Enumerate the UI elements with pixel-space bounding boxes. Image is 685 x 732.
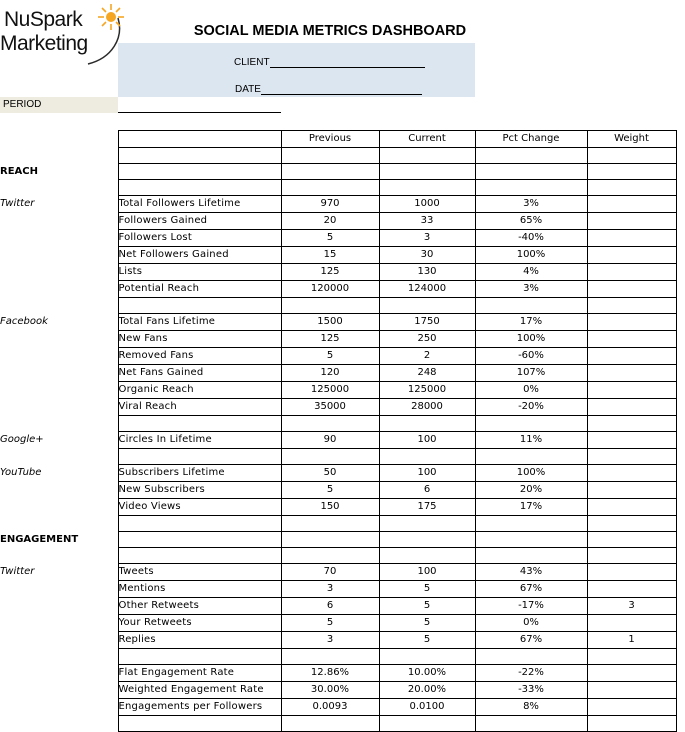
platform-label[interactable] [0, 382, 118, 399]
weight-value[interactable] [587, 281, 676, 298]
table-cell[interactable] [587, 180, 676, 196]
table-row [0, 682, 676, 699]
client-field[interactable] [234, 56, 425, 68]
table-row [0, 432, 676, 449]
spacer-row [0, 548, 676, 564]
metric-label[interactable]: Tweets [118, 564, 281, 581]
platform-label[interactable] [0, 247, 118, 264]
section-label[interactable]: REACH [0, 165, 38, 177]
table-cell[interactable] [475, 416, 587, 432]
weight-value[interactable] [587, 331, 676, 348]
spacer-row [0, 516, 676, 532]
column-header[interactable]: Weight [587, 131, 676, 148]
table-row [0, 598, 676, 615]
metrics-table [0, 130, 677, 732]
table-cell[interactable] [281, 548, 379, 564]
table-row [0, 564, 676, 581]
platform-label[interactable] [0, 598, 118, 615]
metric-label[interactable]: New Subscribers [118, 482, 281, 499]
table-cell[interactable] [0, 516, 118, 532]
previous-value[interactable]: 1500 [281, 314, 379, 331]
weight-value[interactable] [587, 196, 676, 213]
table-cell[interactable] [475, 449, 587, 465]
table-cell[interactable] [281, 416, 379, 432]
table-cell[interactable] [281, 532, 379, 548]
table-row [0, 581, 676, 598]
pct-change-value[interactable]: 17% [475, 314, 587, 331]
pct-change-value[interactable]: 8% [475, 699, 587, 716]
page-title: SOCIAL MEDIA METRICS DASHBOARD [193, 23, 467, 39]
weight-value[interactable] [587, 314, 676, 331]
table-cell[interactable] [281, 180, 379, 196]
column-header[interactable]: Pct Change [475, 131, 587, 148]
weight-value[interactable] [587, 348, 676, 365]
table-cell[interactable] [475, 148, 587, 164]
table-cell[interactable] [0, 716, 118, 732]
platform-label[interactable] [0, 632, 118, 649]
table-cell[interactable] [379, 180, 475, 196]
spacer-row [0, 449, 676, 465]
spacer-row [0, 298, 676, 314]
column-header[interactable]: Previous [281, 131, 379, 148]
current-value[interactable]: 2 [379, 348, 475, 365]
current-value[interactable]: 250 [379, 331, 475, 348]
previous-value[interactable]: 3 [281, 581, 379, 598]
previous-value[interactable]: 12.86% [281, 665, 379, 682]
section-row [0, 532, 676, 548]
previous-value[interactable]: 90 [281, 432, 379, 449]
pct-change-value[interactable]: 100% [475, 465, 587, 482]
metric-label[interactable]: Removed Fans [118, 348, 281, 365]
previous-value[interactable]: 970 [281, 196, 379, 213]
metric-label[interactable]: Viral Reach [118, 399, 281, 416]
weight-value[interactable] [587, 465, 676, 482]
table-cell[interactable] [118, 180, 281, 196]
table-cell[interactable] [587, 449, 676, 465]
table-cell[interactable] [475, 180, 587, 196]
table-row [0, 264, 676, 281]
table-row [0, 665, 676, 682]
period-row [0, 97, 281, 113]
period-input[interactable] [118, 97, 281, 113]
previous-value[interactable]: 120 [281, 365, 379, 382]
table-row [0, 314, 676, 331]
table-row [0, 382, 676, 399]
platform-label[interactable] [0, 213, 118, 230]
weight-value[interactable] [587, 482, 676, 499]
current-value[interactable]: 10.00% [379, 665, 475, 682]
pct-change-value[interactable]: 11% [475, 432, 587, 449]
table-cell[interactable] [587, 532, 676, 548]
previous-value[interactable]: 150 [281, 499, 379, 516]
weight-value[interactable] [587, 213, 676, 230]
current-value[interactable]: 100 [379, 432, 475, 449]
pct-change-value[interactable]: -40% [475, 230, 587, 247]
pct-change-value[interactable]: 20% [475, 482, 587, 499]
spacer-row [0, 716, 676, 732]
table-cell[interactable] [379, 416, 475, 432]
table-row [0, 247, 676, 264]
previous-value[interactable]: 5 [281, 230, 379, 247]
table-cell[interactable] [379, 164, 475, 180]
table-cell[interactable] [0, 449, 118, 465]
date-label: DATE [235, 84, 261, 95]
table-cell[interactable] [379, 532, 475, 548]
weight-value[interactable] [587, 665, 676, 682]
table-cell[interactable] [118, 298, 281, 314]
metric-label[interactable]: Net Followers Gained [118, 247, 281, 264]
table-cell[interactable] [0, 548, 118, 564]
spacer-row [0, 180, 676, 196]
metric-label[interactable]: Flat Engagement Rate [118, 665, 281, 682]
metric-label[interactable]: Followers Lost [118, 230, 281, 247]
current-value[interactable]: 130 [379, 264, 475, 281]
pct-change-value[interactable]: -60% [475, 348, 587, 365]
weight-value[interactable] [587, 365, 676, 382]
table-cell[interactable] [475, 548, 587, 564]
pct-change-value[interactable]: 3% [475, 281, 587, 298]
pct-change-value[interactable]: -17% [475, 598, 587, 615]
table-row [0, 281, 676, 298]
pct-change-value[interactable]: 43% [475, 564, 587, 581]
weight-value[interactable] [587, 264, 676, 281]
section-row [0, 164, 676, 180]
previous-value[interactable]: 6 [281, 598, 379, 615]
table-cell[interactable] [587, 298, 676, 314]
pct-change-value[interactable]: -22% [475, 665, 587, 682]
table-cell[interactable] [118, 532, 281, 548]
previous-value[interactable]: 35000 [281, 399, 379, 416]
platform-label[interactable] [0, 699, 118, 716]
pct-change-value[interactable]: -33% [475, 682, 587, 699]
weight-value[interactable] [587, 230, 676, 247]
table-cell[interactable] [587, 716, 676, 732]
table-cell[interactable] [281, 449, 379, 465]
table-cell[interactable] [587, 416, 676, 432]
current-value[interactable]: 30 [379, 247, 475, 264]
pct-change-value[interactable]: 67% [475, 632, 587, 649]
metric-label[interactable]: Weighted Engagement Rate [118, 682, 281, 699]
sun-icon [96, 2, 126, 32]
table-cell[interactable] [379, 649, 475, 665]
metric-label[interactable]: Replies [118, 632, 281, 649]
metric-label[interactable]: Organic Reach [118, 382, 281, 399]
weight-value[interactable] [587, 682, 676, 699]
table-cell[interactable] [281, 164, 379, 180]
table-row [0, 331, 676, 348]
table-cell[interactable] [587, 148, 676, 164]
pct-change-value[interactable]: 17% [475, 499, 587, 516]
table-cell[interactable] [379, 148, 475, 164]
table-cell[interactable] [0, 298, 118, 314]
platform-label[interactable] [0, 348, 118, 365]
pct-change-value[interactable]: 67% [475, 581, 587, 598]
previous-value[interactable]: 70 [281, 564, 379, 581]
current-value[interactable]: 0.0100 [379, 699, 475, 716]
weight-value[interactable]: 1 [587, 632, 676, 649]
metric-label[interactable]: Lists [118, 264, 281, 281]
metric-label[interactable]: Total Fans Lifetime [118, 314, 281, 331]
pct-change-value[interactable]: 100% [475, 247, 587, 264]
platform-label[interactable] [0, 281, 118, 298]
table-cell[interactable] [118, 131, 281, 148]
table-cell[interactable] [0, 416, 118, 432]
platform-label[interactable]: YouTube [0, 467, 42, 478]
previous-value[interactable]: 120000 [281, 281, 379, 298]
table-cell[interactable] [118, 716, 281, 732]
weight-value[interactable] [587, 564, 676, 581]
table-row [0, 348, 676, 365]
previous-value[interactable]: 20 [281, 213, 379, 230]
current-value[interactable]: 5 [379, 632, 475, 649]
current-value[interactable]: 1750 [379, 314, 475, 331]
table-cell[interactable] [0, 148, 118, 164]
logo-text-bottom: Marketing [0, 32, 88, 55]
period-label: PERIOD [0, 97, 118, 113]
table-row [0, 699, 676, 716]
table-cell[interactable] [118, 449, 281, 465]
current-value[interactable]: 33 [379, 213, 475, 230]
pct-change-value[interactable]: 100% [475, 331, 587, 348]
spacer-row [0, 148, 676, 164]
previous-value[interactable]: 125000 [281, 382, 379, 399]
table-row [0, 615, 676, 632]
current-value[interactable]: 5 [379, 598, 475, 615]
previous-value[interactable]: 50 [281, 465, 379, 482]
metric-label[interactable]: Engagements per Followers [118, 699, 281, 716]
table-row [0, 399, 676, 416]
platform-label[interactable]: Google+ [0, 434, 44, 445]
table-cell[interactable] [475, 649, 587, 665]
table-row [0, 632, 676, 649]
table-cell[interactable] [587, 649, 676, 665]
previous-value[interactable]: 5 [281, 348, 379, 365]
pct-change-value[interactable]: 4% [475, 264, 587, 281]
table-cell[interactable] [281, 649, 379, 665]
table-cell[interactable] [587, 516, 676, 532]
column-header[interactable]: Current [379, 131, 475, 148]
current-value[interactable]: 1000 [379, 196, 475, 213]
current-value[interactable]: 5 [379, 615, 475, 632]
table-cell[interactable] [118, 649, 281, 665]
current-value[interactable]: 5 [379, 581, 475, 598]
table-row [0, 196, 676, 213]
previous-value[interactable]: 125 [281, 331, 379, 348]
current-value[interactable]: 28000 [379, 399, 475, 416]
table-cell[interactable] [118, 516, 281, 532]
weight-value[interactable] [587, 581, 676, 598]
metric-label[interactable]: Followers Gained [118, 213, 281, 230]
platform-label[interactable] [0, 264, 118, 281]
metric-label[interactable]: Total Followers Lifetime [118, 196, 281, 213]
metric-label[interactable]: Net Fans Gained [118, 365, 281, 382]
current-value[interactable]: 248 [379, 365, 475, 382]
section-label[interactable]: ENGAGEMENT [0, 533, 79, 545]
table-cell[interactable] [379, 516, 475, 532]
table-cell[interactable] [475, 298, 587, 314]
table-cell[interactable] [281, 298, 379, 314]
metric-label[interactable]: Subscribers Lifetime [118, 465, 281, 482]
nuspark-logo [0, 4, 122, 66]
table-header-row [0, 131, 676, 148]
table-row [0, 230, 676, 247]
previous-value[interactable]: 0.0093 [281, 699, 379, 716]
weight-value[interactable] [587, 615, 676, 632]
previous-value[interactable]: 3 [281, 632, 379, 649]
platform-label[interactable] [0, 665, 118, 682]
logo-text-top: NuSpark [4, 8, 83, 31]
metric-label[interactable]: New Fans [118, 331, 281, 348]
spacer-row [0, 649, 676, 665]
table-cell[interactable] [0, 649, 118, 665]
previous-value[interactable]: 125 [281, 264, 379, 281]
metric-label[interactable]: Your Retweets [118, 615, 281, 632]
table-cell[interactable] [587, 548, 676, 564]
current-value[interactable]: 125000 [379, 382, 475, 399]
weight-value[interactable] [587, 699, 676, 716]
weight-value[interactable]: 3 [587, 598, 676, 615]
date-input-line[interactable] [261, 83, 422, 95]
table-row [0, 465, 676, 482]
platform-label[interactable] [0, 230, 118, 247]
platform-label[interactable] [0, 615, 118, 632]
platform-label[interactable] [0, 581, 118, 598]
platform-label[interactable] [0, 399, 118, 416]
metric-label[interactable]: Mentions [118, 581, 281, 598]
current-value[interactable]: 100 [379, 465, 475, 482]
pct-change-value[interactable]: -20% [475, 399, 587, 416]
table-cell[interactable] [0, 180, 118, 196]
table-cell[interactable] [379, 298, 475, 314]
weight-value[interactable] [587, 399, 676, 416]
current-value[interactable]: 3 [379, 230, 475, 247]
pct-change-value[interactable]: 3% [475, 196, 587, 213]
table-row [0, 499, 676, 516]
table-cell[interactable] [379, 449, 475, 465]
pct-change-value[interactable]: 107% [475, 365, 587, 382]
table-cell[interactable] [281, 716, 379, 732]
table-cell[interactable] [475, 164, 587, 180]
table-cell[interactable] [475, 716, 587, 732]
client-label: CLIENT [234, 57, 270, 68]
table-cell[interactable] [281, 516, 379, 532]
table-cell[interactable] [379, 716, 475, 732]
metric-label[interactable]: Circles In Lifetime [118, 432, 281, 449]
platform-label[interactable] [0, 499, 118, 516]
current-value[interactable]: 20.00% [379, 682, 475, 699]
platform-label[interactable] [0, 682, 118, 699]
table-cell[interactable] [379, 548, 475, 564]
spacer-row [0, 416, 676, 432]
table-cell[interactable] [475, 532, 587, 548]
table-cell[interactable] [0, 131, 118, 148]
platform-label[interactable] [0, 482, 118, 499]
weight-value[interactable] [587, 499, 676, 516]
current-value[interactable]: 124000 [379, 281, 475, 298]
platform-label[interactable]: Twitter [0, 566, 35, 577]
pct-change-value[interactable]: 65% [475, 213, 587, 230]
table-cell[interactable] [118, 416, 281, 432]
previous-value[interactable]: 30.00% [281, 682, 379, 699]
platform-label[interactable] [0, 331, 118, 348]
table-cell[interactable] [281, 148, 379, 164]
current-value[interactable]: 100 [379, 564, 475, 581]
client-input-line[interactable] [270, 56, 425, 68]
date-field[interactable] [235, 83, 422, 95]
table-cell[interactable] [587, 164, 676, 180]
table-row [0, 213, 676, 230]
previous-value[interactable]: 5 [281, 615, 379, 632]
table-row [0, 482, 676, 499]
previous-value[interactable]: 15 [281, 247, 379, 264]
weight-value[interactable] [587, 432, 676, 449]
platform-label[interactable]: Facebook [0, 316, 48, 327]
platform-label[interactable] [0, 365, 118, 382]
table-cell[interactable] [475, 516, 587, 532]
pct-change-value[interactable]: 0% [475, 382, 587, 399]
platform-label[interactable]: Twitter [0, 198, 35, 209]
metric-label[interactable]: Video Views [118, 499, 281, 516]
previous-value[interactable]: 5 [281, 482, 379, 499]
table-cell[interactable] [118, 164, 281, 180]
metric-label[interactable]: Potential Reach [118, 281, 281, 298]
pct-change-value[interactable]: 0% [475, 615, 587, 632]
table-cell[interactable] [118, 148, 281, 164]
table-row [0, 365, 676, 382]
current-value[interactable]: 175 [379, 499, 475, 516]
weight-value[interactable] [587, 247, 676, 264]
current-value[interactable]: 6 [379, 482, 475, 499]
weight-value[interactable] [587, 382, 676, 399]
metric-label[interactable]: Other Retweets [118, 598, 281, 615]
table-cell[interactable] [118, 548, 281, 564]
